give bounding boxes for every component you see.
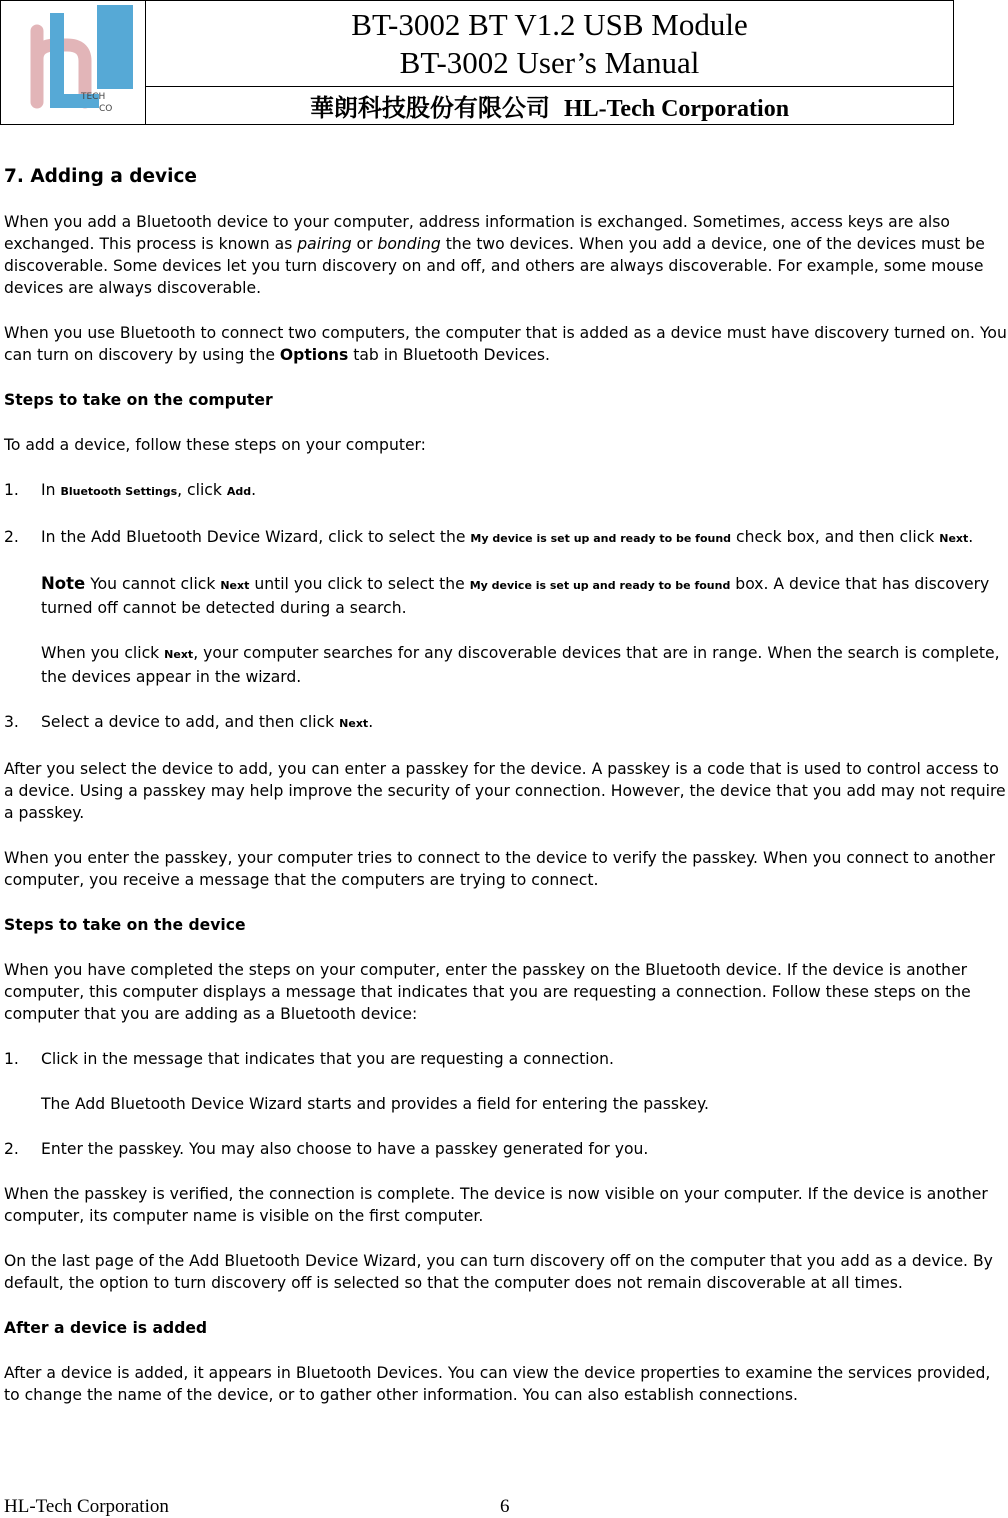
svg-text:TECH: TECH: [81, 92, 106, 102]
step-text: [41, 526, 1007, 550]
next-term: Next: [339, 717, 369, 730]
bonding-term: bonding: [377, 235, 441, 253]
page-number: 6: [500, 1496, 510, 1517]
step-text: Click in the message that indicates that you are requesting a connection.: [41, 1050, 615, 1068]
step3-end: .: [368, 713, 374, 731]
verified-paragraph: When the passkey is verified, the connection is complete. The device is now visible on your computer. If the device is another computer, its computer name is visible on the first computer.: [4, 1185, 988, 1225]
when-text-b: , your computer searches for any discoverable devices that are in range. When the search is complete, the devices appear in the wizard.: [41, 644, 1000, 686]
computer-step-1: [4, 479, 1007, 503]
step-number: 1.: [4, 481, 19, 499]
intro2-text-b: tab in Bluetooth Devices.: [348, 346, 550, 364]
company-name-en: HL-Tech Corporation: [563, 96, 790, 122]
page-footer: [4, 1496, 1004, 1518]
step2-text-a: In the Add Bluetooth Device Wizard, click to select the: [41, 528, 471, 546]
hl-tech-logo-icon: [1, 1, 145, 119]
device-steps-heading: Steps to take on the device: [4, 916, 246, 934]
footer-company: HL-Tech Corporation: [4, 1496, 169, 1517]
intro1-or: or: [351, 235, 378, 253]
add-term: Add: [226, 485, 252, 498]
when-text-a: When you click: [41, 644, 165, 662]
device-step-1: [4, 1048, 1007, 1070]
after-select-paragraph: After you select the device to add, you can enter a passkey for the device. A passkey is a code that is used to control access to a device. Using a passkey may help improve the security of your connection. However, the device that you add may not require a passkey.: [4, 760, 1006, 822]
enter-passkey-paragraph: When you enter the passkey, your computer tries to connect to the device to verify the passkey. When you connect to another computer, you receive a message that the computers are trying to connect.: [4, 849, 996, 889]
intro2-text-a: When you use Bluetooth to connect two computers, the computer that is added as a device must have discovery turned on. You can turn on discovery by using the: [4, 324, 1007, 364]
step-number: 2.: [4, 528, 19, 546]
device-step-1-detail: The Add Bluetooth Device Wizard starts and provides a field for entering the passkey.: [41, 1095, 709, 1113]
intro1-text-a: When you add a Bluetooth device to your computer, address information is exchanged. Sometimes, access keys are also exchanged. This process is known as: [4, 213, 950, 253]
note-text-c: box. A device that has discovery turned off cannot be detected during a search.: [41, 575, 990, 617]
svg-text:CO: CO: [99, 104, 113, 114]
computer-step-3: [4, 711, 1007, 735]
section-heading: 7. Adding a device: [4, 166, 197, 187]
step-number: 2.: [4, 1140, 19, 1158]
step-text: Enter the passkey. You may also choose to have a passkey generated for you.: [41, 1140, 649, 1158]
device-steps-intro: When you have completed the steps on your computer, enter the passkey on the Bluetooth device. If the device is another computer, this computer displays a message that indicates that you are requesting a connection. Follow these steps on the computer that you are adding as a Bluetooth device:: [4, 961, 971, 1023]
last-page-paragraph: On the last page of the Add Bluetooth Device Wizard, you can turn discovery off on the computer that you add as a device. By default, the option to turn discovery off is selected so that the computer does not remain discoverable at all times.: [4, 1252, 993, 1292]
module-title: BT-3002 BT V1.2 USB Module: [351, 6, 748, 42]
step-number: 1.: [4, 1050, 19, 1068]
manual-subtitle: BT-3002 User’s Manual: [399, 44, 700, 80]
step1-in: In: [41, 481, 61, 499]
note-paragraph: [41, 573, 1007, 619]
search-paragraph: [41, 642, 1007, 688]
step-text: [41, 711, 1007, 735]
pairing-term: pairing: [297, 235, 352, 253]
ready-checkbox-term: My device is set up and ready to be found: [469, 579, 731, 592]
step2-end: .: [968, 528, 974, 546]
step-number: 3.: [4, 713, 19, 731]
note-text-a: You cannot click: [85, 575, 221, 593]
computer-steps-intro: To add a device, follow these steps on your computer:: [4, 436, 426, 454]
company-name-cn: 華朗科技股份有限公司: [309, 93, 550, 122]
step1-end: .: [251, 481, 257, 499]
note-label: Note: [41, 574, 86, 593]
next-term: Next: [939, 532, 969, 545]
device-step-2: [4, 1138, 1007, 1160]
step3-text-a: Select a device to add, and then click: [41, 713, 340, 731]
intro1-text-b: the two devices. When you add a device, one of the devices must be discoverable. Some devices let you turn discovery on and off, and others are always discoverable. For example, some mouse devices are always discoverable.: [4, 235, 985, 297]
document-header: [0, 0, 954, 125]
ready-checkbox-term: My device is set up and ready to be found: [470, 532, 732, 545]
next-term: Next: [220, 579, 250, 592]
after-added-heading: After a device is added: [4, 1319, 208, 1337]
manual-title: [146, 1, 954, 87]
computer-steps-heading: Steps to take on the computer: [4, 391, 273, 409]
company-logo: [1, 1, 146, 125]
page-content: [4, 166, 1007, 1429]
step2-text-b: check box, and then click: [731, 528, 940, 546]
bluetooth-settings-term: Bluetooth Settings: [60, 485, 178, 498]
after-added-paragraph: After a device is added, it appears in Bluetooth Devices. You can view the device properties to examine the services provided, to change the name of the device, or to gather other information. You can also establish connections.: [4, 1364, 991, 1404]
intro-paragraph-1: [4, 211, 1007, 299]
next-term: Next: [164, 648, 194, 661]
options-term: Options: [279, 346, 349, 364]
intro-paragraph-2: [4, 322, 1007, 366]
note-text-b: until you click to select the: [249, 575, 470, 593]
step-text: [41, 479, 1007, 503]
computer-step-2: [4, 526, 1007, 550]
company-name: [146, 87, 954, 125]
step1-click: , click: [177, 481, 227, 499]
